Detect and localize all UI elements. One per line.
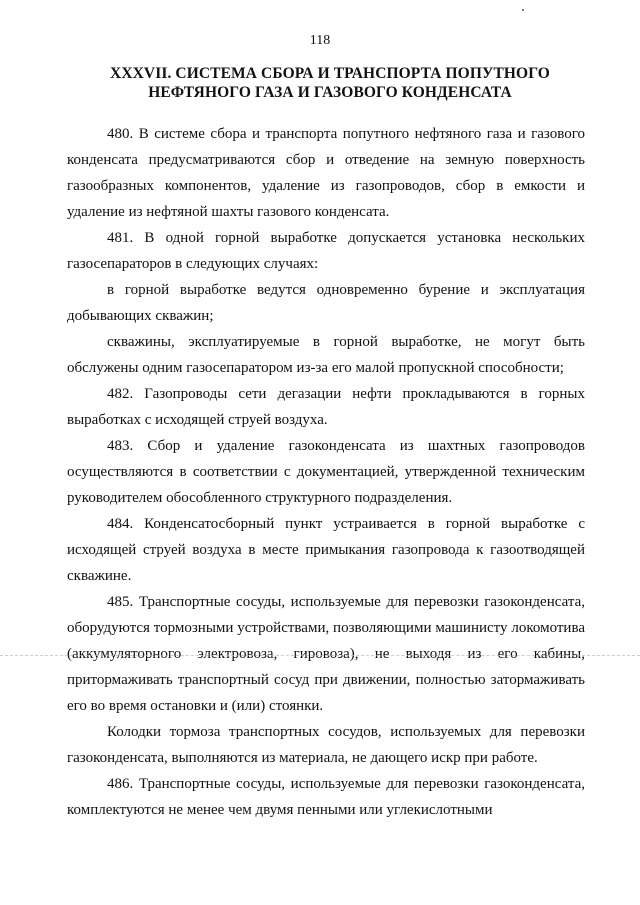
paragraph-486: 486. Транспортные сосуды, используемые для перевозки газоконденсата, комплектуются не менее чем двумя пенными или углекислотными <box>67 776 585 818</box>
scan-artifact-line <box>0 655 640 656</box>
paragraph-481-case-1: в горной выработке ведутся одновременно бурение и эксплуатация добывающих скважин; <box>67 282 585 324</box>
paragraph-482: 482. Газопроводы сети дегазации нефти прокладываются в горных выработках с исходящей струей воздуха. <box>67 386 585 428</box>
paragraph-485: 485. Транспортные сосуды, используемые для перевозки газоконденсата, оборудуются тормозными устройствами, позволяющими машинисту локомотива (аккумуляторного электровоза, гировоза), не выходя из его кабины, притормаживать транспортный сосуд при движении, полностью затормаживать его во время остановки и (или) стоянки. <box>67 594 585 714</box>
paragraph-484: 484. Конденсатосборный пункт устраивается в горной выработке с исходящей струей воздуха в месте примыкания газопровода к газоотводящей скважине. <box>67 516 585 584</box>
scan-artifact-dot <box>522 9 524 11</box>
section-title <box>60 64 600 102</box>
page-number: 118 <box>309 33 331 48</box>
body-text <box>67 121 585 823</box>
paragraph-480: 480. В системе сбора и транспорта попутного нефтяного газа и газового конденсата предусматриваются сбор и отведение на земную поверхность газообразных компонентов, удаление из газопроводов, сбор в емкости и удаление из нефтяной шахты газового конденсата. <box>67 126 585 220</box>
paragraph-483: 483. Сбор и удаление газоконденсата из шахтных газопроводов осуществляются в соответствии с документацией, утвержденной техническим руководителем обособленного структурного подразделения. <box>67 438 585 506</box>
paragraph-481: 481. В одной горной выработке допускается установка нескольких газосепараторов в следующих случаях: <box>67 230 585 272</box>
paragraph-485-brake-pads: Колодки тормоза транспортных сосудов, используемых для перевозки газоконденсата, выполняются из материала, не дающего искр при работе. <box>67 724 585 766</box>
section-title-line-1: XXXVII. СИСТЕМА СБОРА И ТРАНСПОРТА ПОПУТНОГО <box>110 65 550 82</box>
paragraph-481-case-2: скважины, эксплуатируемые в горной выработке, не могут быть обслужены одним газосепаратором из-за его малой пропускной способности; <box>67 334 585 376</box>
section-title-line-2: НЕФТЯНОГО ГАЗА И ГАЗОВОГО КОНДЕНСАТА <box>148 84 512 101</box>
